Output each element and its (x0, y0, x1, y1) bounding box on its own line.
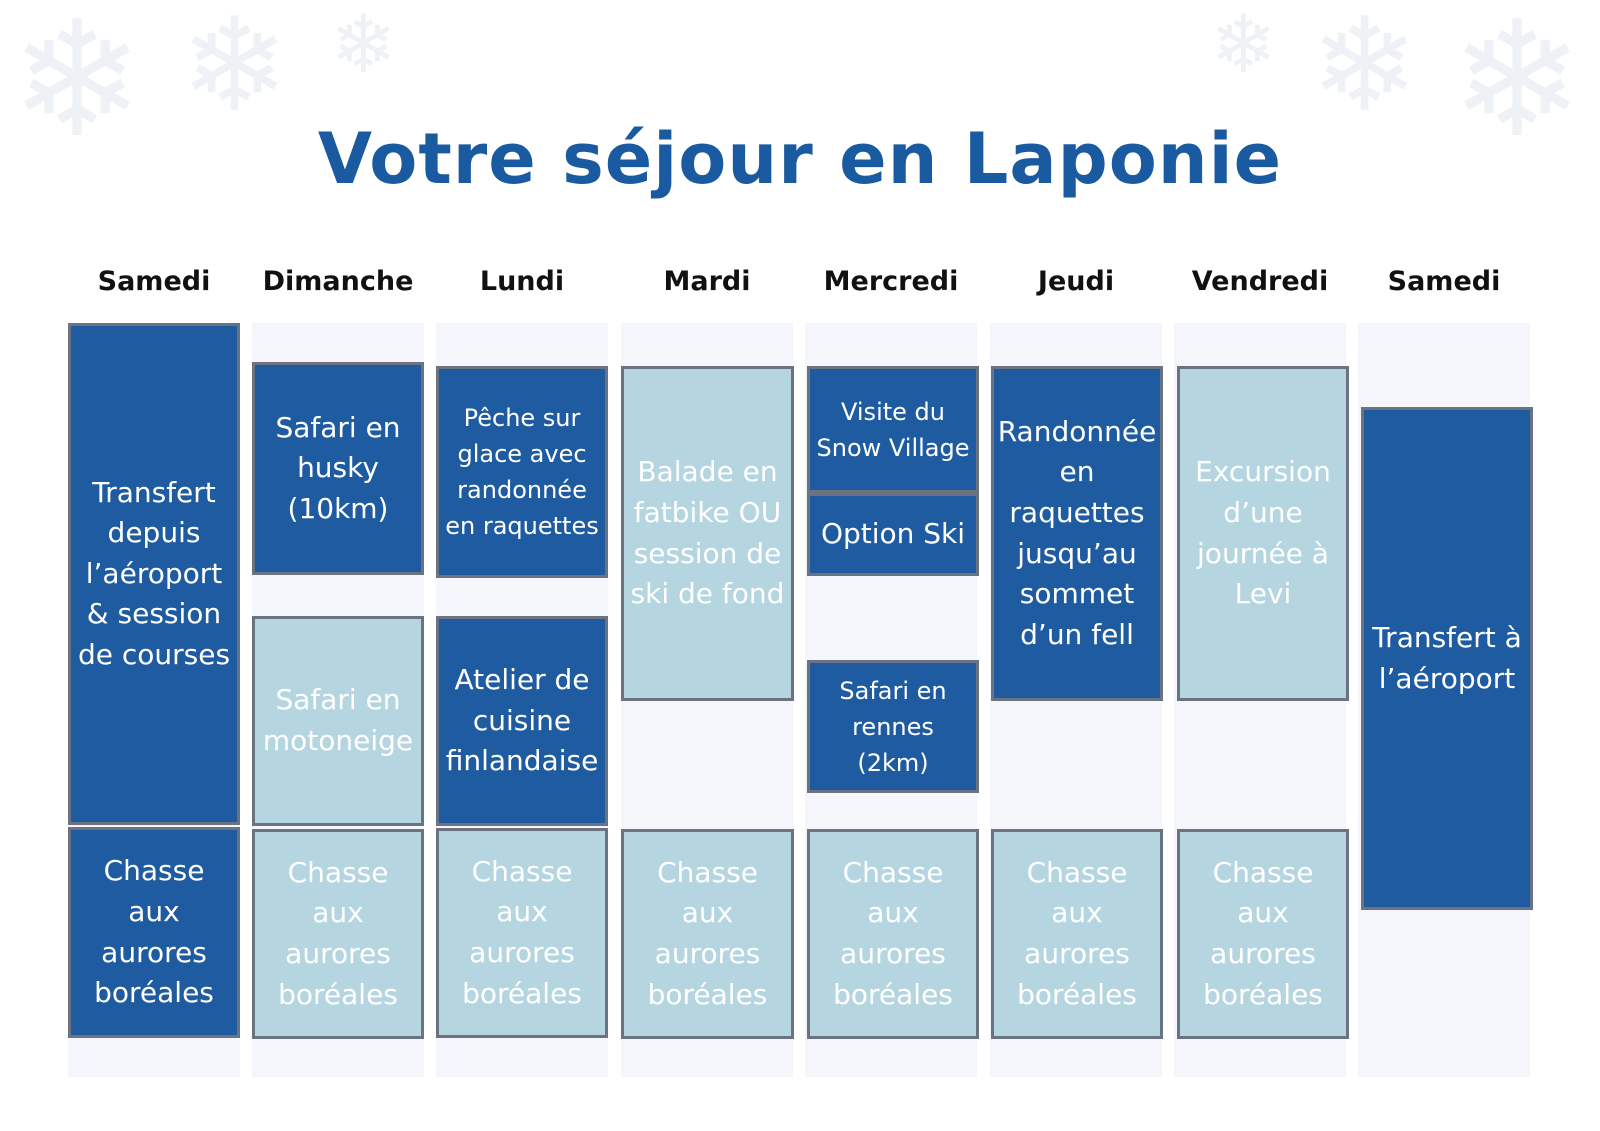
activity-block (68, 323, 240, 825)
snowflake-icon: ❄ (10, 0, 145, 173)
activity-label: Safari en rennes (2km) (839, 676, 947, 777)
activity-label: Visite du Snow Village (816, 397, 970, 462)
activity-label: Transfert depuis l’aéroport & session de courses (77, 475, 231, 671)
snowflake-icon: ❄ (1450, 0, 1585, 173)
activity-block (621, 366, 794, 701)
activity-block (1177, 366, 1349, 701)
activity-label: Chasse aux aurores boréales (462, 854, 582, 1010)
activity-block (991, 366, 1163, 701)
activity-label: Atelier de cuisine finlandaise (445, 663, 599, 778)
activity-block (68, 827, 240, 1038)
snowflake-icon: ❄ (180, 0, 289, 141)
activity-block (807, 829, 979, 1039)
activity-label: Excursion d’une journée à Levi (1195, 455, 1331, 611)
activity-block (991, 829, 1163, 1039)
activity-block (436, 828, 608, 1038)
snowflake-icon: ❄ (1310, 0, 1419, 141)
day-header-friday: Vendredi (1191, 266, 1329, 297)
activity-label: Chasse aux aurores boréales (1017, 855, 1137, 1011)
activity-block (807, 366, 979, 493)
day-header-saturday: Samedi (97, 266, 211, 297)
activity-block (252, 616, 424, 826)
activity-label: Safari en husky (10km) (275, 410, 401, 525)
day-header-thursday: Jeudi (1037, 266, 1115, 297)
activity-label: Chasse aux aurores boréales (94, 854, 214, 1010)
activity-label: Chasse aux aurores boréales (647, 855, 768, 1011)
activity-label: Chasse aux aurores boréales (833, 855, 953, 1011)
page-title: Votre séjour en Laponie (317, 118, 1283, 200)
activity-label: Option Ski (820, 517, 966, 551)
activity-block (1177, 829, 1349, 1039)
activity-label: Chasse aux aurores boréales (1203, 855, 1323, 1011)
activity-label: Transfert à l’aéroport (1372, 620, 1522, 695)
activity-block (621, 829, 794, 1039)
day-header-wednesday: Mercredi (823, 266, 959, 297)
activity-label: Chasse aux aurores boréales (278, 855, 398, 1011)
activity-block (436, 366, 608, 578)
activity-block (1361, 407, 1533, 910)
day-header-saturday-end: Samedi (1387, 266, 1501, 297)
snowflake-icon: ❄ (330, 0, 398, 91)
activity-label: Balade en fatbike OU session de ski de fond (630, 455, 785, 611)
activity-block (252, 362, 424, 575)
activity-label: Safari en motoneige (262, 683, 414, 757)
day-header-monday: Lundi (479, 266, 565, 297)
activity-label: Pêche sur glace avec randonnée en raquettes (445, 404, 599, 540)
day-header-tuesday: Mardi (663, 266, 751, 297)
activity-block (252, 829, 424, 1039)
snowflake-icon: ❄ (1210, 0, 1278, 91)
activity-block (436, 616, 608, 826)
activity-block (807, 660, 979, 793)
activity-block (807, 493, 979, 576)
day-header-sunday: Dimanche (262, 266, 414, 297)
activity-label: Randonnée en raquettes jusqu’au sommet d’un fell (997, 414, 1157, 651)
